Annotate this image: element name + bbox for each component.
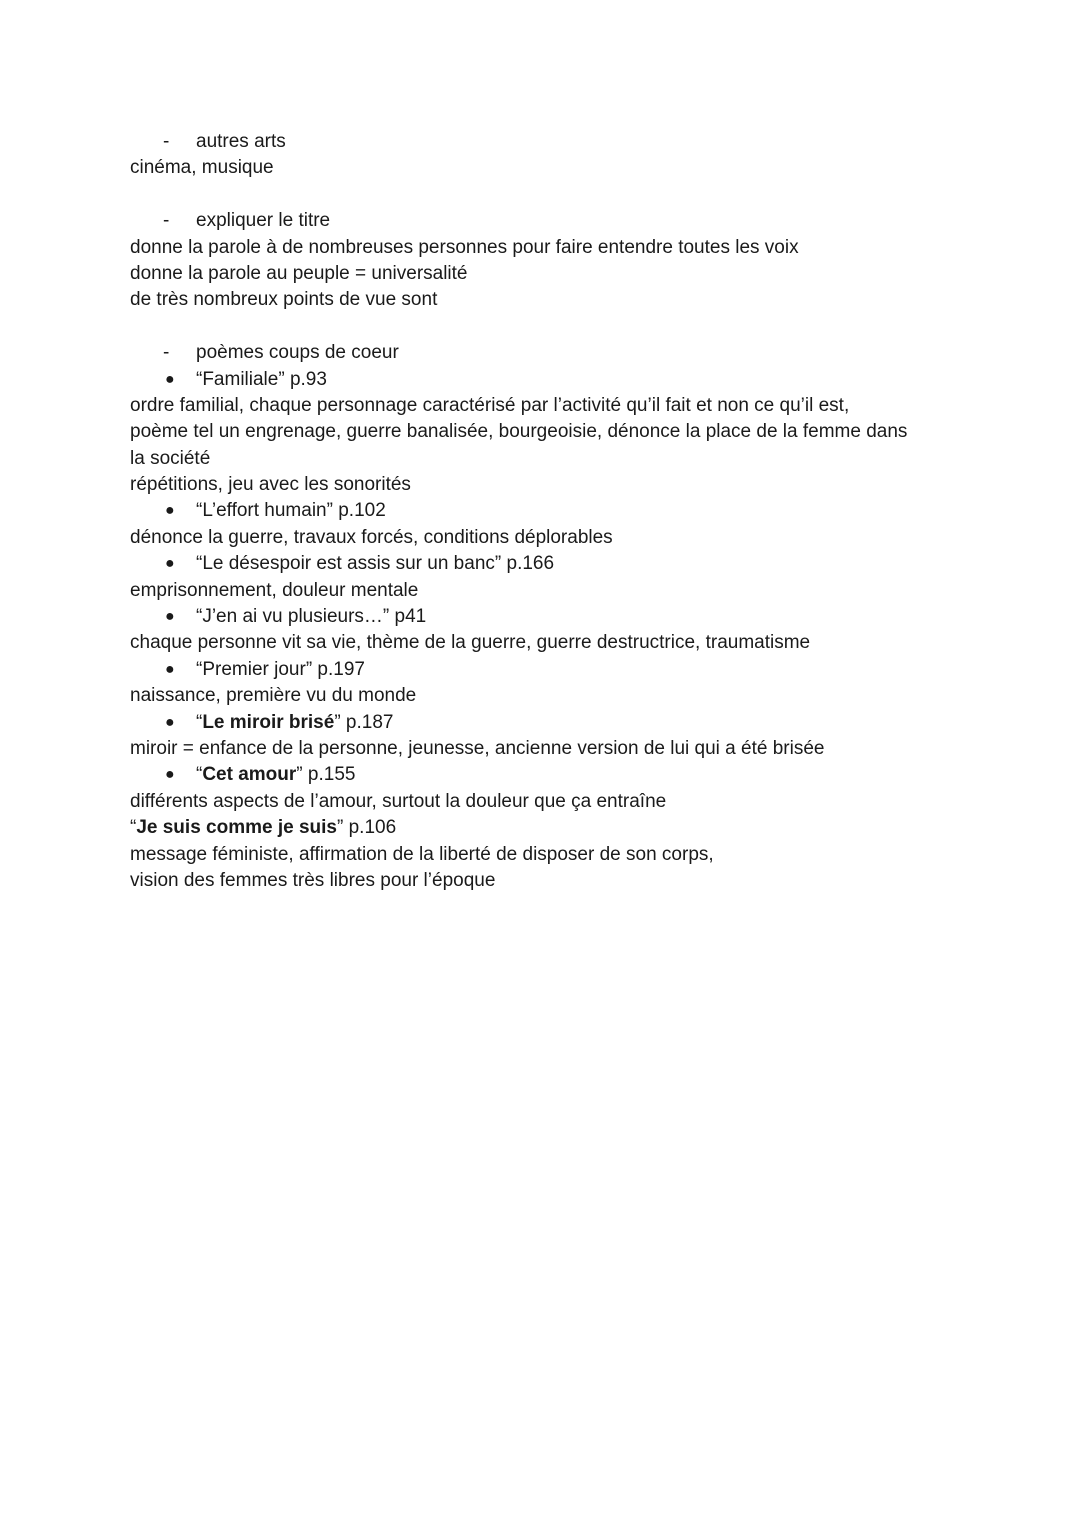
text-line: répétitions, jeu avec les sonorités <box>130 474 411 496</box>
poem-title: Le miroir brisé <box>202 711 335 733</box>
text-line: message féministe, affirmation de la liberté de disposer de son corps, <box>130 843 714 865</box>
poem-title: L’effort humain <box>202 500 327 522</box>
bullet-marker: ● <box>165 608 175 626</box>
text-line: emprisonnement, douleur mentale <box>130 579 419 601</box>
text-line: miroir = enfance de la personne, jeunesse, ancienne version de lui qui a été brisée <box>130 737 825 759</box>
bullet-marker: ● <box>165 370 175 388</box>
text-line: la société <box>130 447 211 469</box>
document-page <box>130 129 1020 894</box>
poem-item-desespoir <box>130 551 1020 577</box>
text-line: chaque personne vit sa vie, thème de la guerre, guerre destructrice, traumatisme <box>130 632 811 654</box>
section-heading-poemes <box>130 340 1020 366</box>
poem-title: Premier jour <box>202 658 306 680</box>
poem-title: Je suis comme je suis <box>136 817 337 839</box>
poem-item-familiale <box>130 367 1020 393</box>
bullet-marker: ● <box>165 713 175 731</box>
heading-text: expliquer le titre <box>196 210 331 232</box>
open-quote: “ <box>196 500 203 522</box>
bullet-marker: ● <box>165 766 175 784</box>
poem-title: Familiale <box>202 368 279 390</box>
poem-item-effort-humain <box>130 498 1020 524</box>
bullet-marker: ● <box>165 660 175 678</box>
dash-marker: - <box>163 210 170 232</box>
text-line: donne la parole à de nombreuses personnes pour faire entendre toutes les voix <box>130 236 799 258</box>
open-quote: “ <box>196 553 203 575</box>
section-heading-autres-arts <box>130 129 1020 155</box>
text-line: différents aspects de l’amour, surtout la douleur que ça entraîne <box>130 790 667 812</box>
text-line: de très nombreux points de vue sont <box>130 289 438 311</box>
open-quote: “ <box>196 658 203 680</box>
poem-title: Cet amour <box>202 764 297 786</box>
open-quote: “ <box>196 606 203 628</box>
poem-item-je-suis <box>130 815 1020 841</box>
poem-title: Le désespoir est assis sur un banc <box>202 553 495 575</box>
section-heading-expliquer-titre <box>130 208 1020 234</box>
page-ref: ” p.197 <box>305 658 365 680</box>
dash-marker: - <box>163 342 170 364</box>
bullet-marker: ● <box>165 555 175 573</box>
page-ref: ” p.187 <box>334 711 394 733</box>
page-ref: ” p.155 <box>296 764 356 786</box>
bullet-marker: ● <box>165 502 175 520</box>
open-quote: “ <box>196 711 203 733</box>
poem-item-premier-jour <box>130 657 1020 683</box>
dash-marker: - <box>163 131 170 152</box>
text-line: poème tel un engrenage, guerre banalisée, bourgeoisie, dénonce la place de la femme dans <box>130 421 908 443</box>
page-ref: ” p41 <box>382 606 427 628</box>
text-line: naissance, première vu du monde <box>130 685 417 707</box>
text-line: dénonce la guerre, travaux forcés, conditions déplorables <box>130 526 613 548</box>
heading-text: autres arts <box>196 131 286 152</box>
text-line: donne la parole au peuple = universalité <box>130 262 468 284</box>
poem-item-cet-amour <box>130 762 1020 788</box>
page-ref: ” p.93 <box>278 368 327 390</box>
text-line: cinéma, musique <box>130 157 274 179</box>
open-quote: “ <box>196 368 203 390</box>
text-line: vision des femmes très libres pour l’époque <box>130 869 496 891</box>
poem-title: J’en ai vu plusieurs… <box>202 606 383 628</box>
heading-text: poèmes coups de coeur <box>196 342 399 364</box>
page-ref: ” p.102 <box>326 500 386 522</box>
page-ref: ” p.106 <box>337 817 397 839</box>
page-ref: ” p.166 <box>494 553 555 575</box>
open-quote: “ <box>196 764 203 786</box>
poem-item-plusieurs <box>130 604 1020 630</box>
poem-item-miroir-brise <box>130 710 1020 736</box>
open-quote: “ <box>130 817 137 839</box>
text-line: ordre familial, chaque personnage caractérisé par l’activité qu’il fait et non ce qu’il est, <box>130 394 850 416</box>
